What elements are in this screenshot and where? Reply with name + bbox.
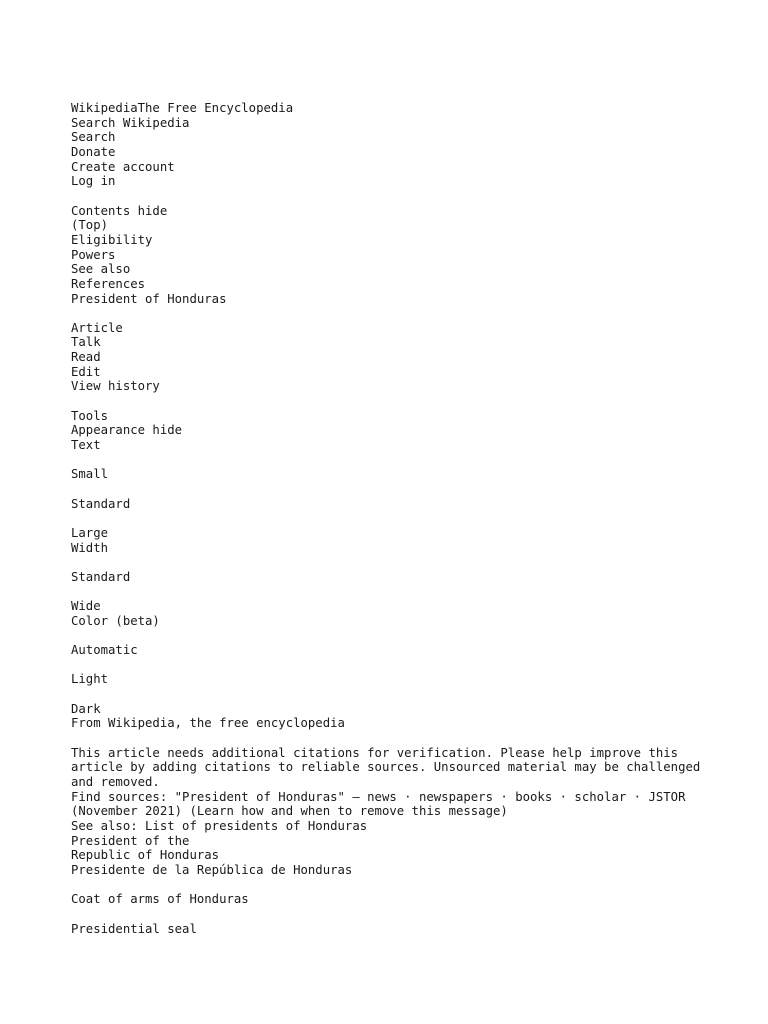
- page-title: President of Honduras: [71, 291, 227, 306]
- spacer: [71, 394, 721, 409]
- tab-edit[interactable]: Edit: [71, 364, 101, 379]
- toc-item-top[interactable]: (Top): [71, 218, 109, 233]
- create-account-link[interactable]: Create account: [71, 159, 175, 174]
- spacer: [71, 907, 721, 922]
- width-label: Width: [71, 540, 109, 555]
- text-size-label: Text: [71, 438, 101, 453]
- spacer: [71, 658, 721, 673]
- see-also-link[interactable]: See also: List of presidents of Honduras: [71, 818, 368, 833]
- color-automatic-option[interactable]: Automatic: [71, 643, 138, 658]
- toc-item-references[interactable]: References: [71, 276, 146, 291]
- spacer: [71, 731, 721, 746]
- spacer: [71, 585, 721, 600]
- color-dark-option[interactable]: Dark: [71, 701, 101, 716]
- spacer: [71, 629, 721, 644]
- donate-link[interactable]: Donate: [71, 144, 116, 159]
- tab-talk[interactable]: Talk: [71, 335, 101, 350]
- site-subtitle: From Wikipedia, the free encyclopedia: [71, 716, 345, 731]
- toc-toggle[interactable]: Contents hide: [71, 203, 168, 218]
- search-input[interactable]: Search Wikipedia: [71, 115, 190, 130]
- spacer: [71, 511, 721, 526]
- coat-of-arms-image[interactable]: Coat of arms of Honduras: [71, 892, 249, 907]
- toc-item-see-also[interactable]: See also: [71, 262, 131, 277]
- spacer: [71, 687, 721, 702]
- text-size-standard-option[interactable]: Standard: [71, 496, 131, 511]
- page-content: [71, 101, 721, 936]
- toc-item-powers[interactable]: Powers: [71, 247, 116, 262]
- find-sources-notice[interactable]: Find sources: "President of Honduras" – news · newspapers · books · scholar · JSTOR (November 2021) (Learn how and when to remove this message): [71, 789, 686, 819]
- spacer: [71, 189, 721, 204]
- appearance-toggle[interactable]: Appearance hide: [71, 423, 183, 438]
- color-label: Color (beta): [71, 613, 160, 628]
- infobox-native-title: Presidente de la República de Honduras: [71, 862, 353, 877]
- tab-article[interactable]: Article: [71, 320, 123, 335]
- wikipedia-logo-link[interactable]: WikipediaThe Free Encyclopedia: [71, 101, 294, 115]
- toc-item-eligibility[interactable]: Eligibility: [71, 232, 153, 247]
- spacer: [71, 555, 721, 570]
- text-size-small-option[interactable]: Small: [71, 467, 109, 482]
- search-button[interactable]: Search: [71, 130, 116, 145]
- log-in-link[interactable]: Log in: [71, 174, 116, 189]
- color-light-option[interactable]: Light: [71, 672, 109, 687]
- presidential-seal-image[interactable]: Presidential seal: [71, 921, 197, 936]
- width-wide-option[interactable]: Wide: [71, 599, 101, 614]
- tab-view-history[interactable]: View history: [71, 379, 160, 394]
- infobox-title-line-1: President of the: [71, 833, 190, 848]
- tools-menu[interactable]: Tools: [71, 408, 109, 423]
- citation-notice: This article needs additional citations for verification. Please help improve this article by adding citations to reliable sources. Unsourced material may be challenged and removed.: [71, 745, 701, 789]
- infobox-title-line-2: Republic of Honduras: [71, 848, 220, 863]
- spacer: [71, 482, 721, 497]
- spacer: [71, 306, 721, 321]
- tab-read[interactable]: Read: [71, 350, 101, 365]
- text-size-large-option[interactable]: Large: [71, 525, 109, 540]
- spacer: [71, 453, 721, 468]
- spacer: [71, 878, 721, 893]
- width-standard-option[interactable]: Standard: [71, 569, 131, 584]
